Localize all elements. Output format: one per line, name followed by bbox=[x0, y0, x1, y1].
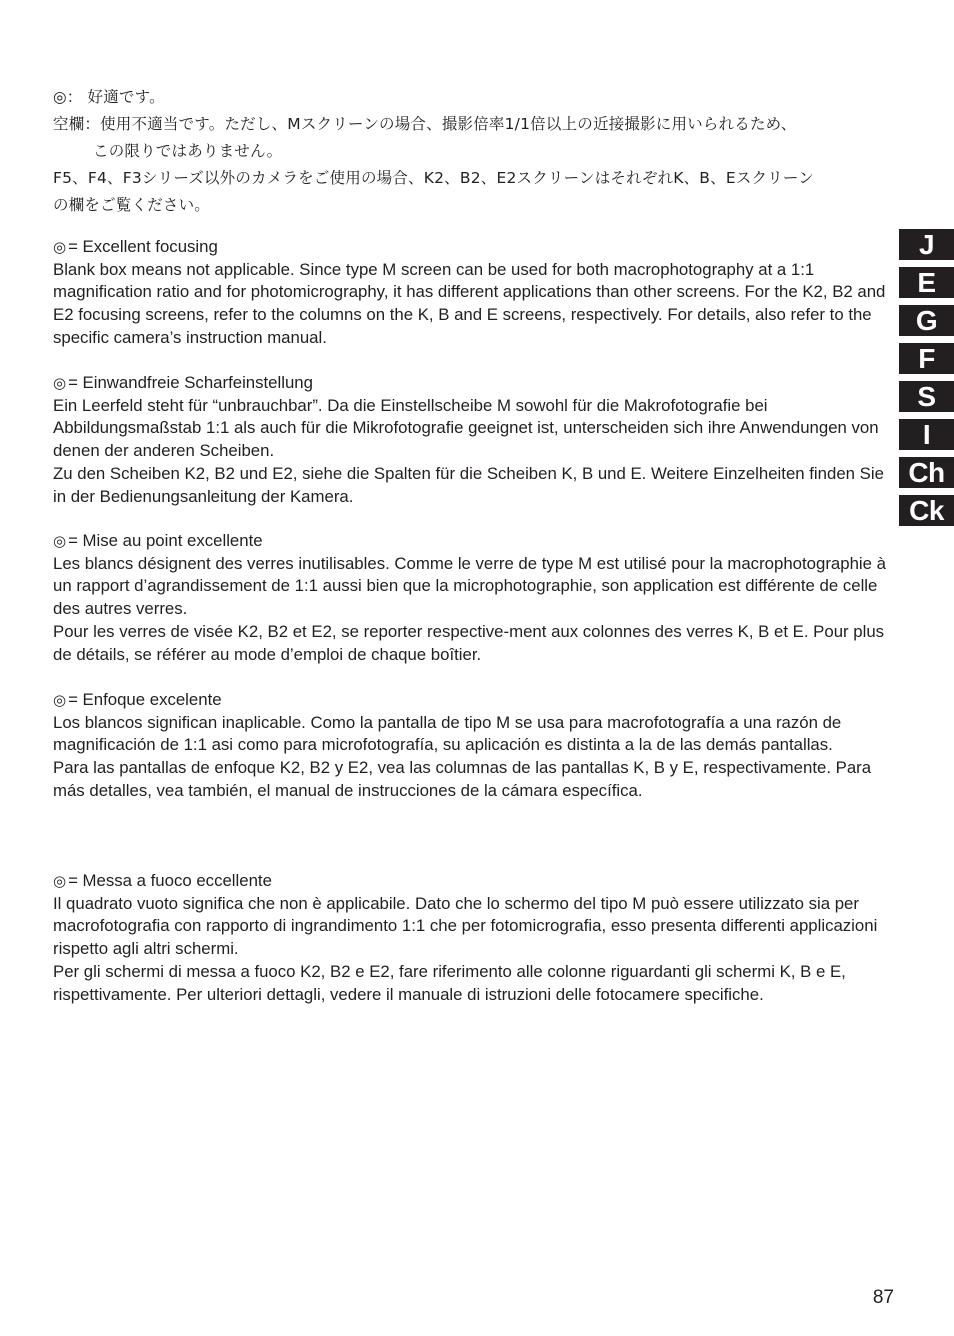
jp-line: F5、F4、F3シリーズ以外のカメラをご使用の場合、K2、B2、E2スクリーンはそれぞれK、B、Eスクリーン bbox=[53, 169, 815, 187]
language-tab-ch[interactable]: Ch bbox=[899, 457, 954, 488]
double-circle-icon: ◎ bbox=[53, 691, 67, 709]
language-tab-s[interactable]: S bbox=[899, 381, 954, 412]
section-heading: ◎ = Enfoque excelente bbox=[53, 690, 222, 709]
section-english bbox=[53, 236, 898, 350]
language-tabs bbox=[899, 229, 954, 533]
section-paragraph: Zu den Scheiben K2, B2 und E2, siehe die Spalten für die Scheiben K, B und E. Weitere Einzelheiten finden Sie in der Bedienungsanleitung der Kamera. bbox=[53, 463, 884, 506]
section-paragraph: Los blancos significan inaplicable. Como la pantalla de tipo M se usa para macrofotografía a una razón de magnificación de 1:1 asi como para microfotografía, su aplicación es distinta a la de las demás pantallas. bbox=[53, 712, 842, 755]
section-paragraph: Il quadrato vuoto significa che non è applicabile. Dato che lo schermo del tipo M può essere utilizzato sia per macrofotografia con rapporto di ingrandimento 1:1 che per fotomicrografia, esso presenta differenti applicazioni rispetto agli altri schermi. bbox=[53, 893, 878, 959]
section-french bbox=[53, 530, 898, 666]
language-tab-e[interactable]: E bbox=[899, 267, 954, 298]
section-heading: ◎ = Messa a fuoco eccellente bbox=[53, 871, 272, 890]
language-tab-j[interactable]: J bbox=[899, 229, 954, 260]
jp-line: ◎： 好適です。 bbox=[53, 88, 165, 106]
section-heading: ◎ = Mise au point excellente bbox=[53, 531, 263, 550]
double-circle-icon: ◎ bbox=[53, 532, 67, 550]
section-italian bbox=[53, 870, 898, 1006]
section-paragraph: Para las pantallas de enfoque K2, B2 y E2, vea las columnas de las pantallas K, B y E, respectivamente. Para más detalles, vea también, el manual de instrucciones de la cámara específica. bbox=[53, 758, 872, 800]
jp-line-indented: この限りではありません。 bbox=[93, 142, 283, 160]
double-circle-icon: ◎ bbox=[53, 374, 67, 392]
section-paragraph: Ein Leerfeld steht für “unbrauchbar”. Da die Einstellscheibe M sowohl für die Makrofotografie bei Abbildungsmaßstab 1:1 als auch für die Mikrofotografie geeignet ist, unterscheiden sich ihre Anwendungen von denen der anderen Scheiben. bbox=[53, 395, 879, 461]
language-tab-f[interactable]: F bbox=[899, 343, 954, 374]
jp-line bbox=[53, 138, 903, 165]
section-spanish bbox=[53, 689, 898, 803]
section-paragraph: Per gli schermi di messa a fuoco K2, B2 e E2, fare riferimento alle colonne riguardanti gli schermi K, B e E, rispettivamente. Per ulteriori dettagli, vedere il manuale di istruzioni delle fotocamere specifiche. bbox=[53, 961, 846, 1004]
jp-line: 空欄：使用不適当です。ただし、Mスクリーンの場合、撮影倍率1/1倍以上の近接撮影に用いられるため、 bbox=[53, 115, 797, 133]
language-tab-ck[interactable]: Ck bbox=[899, 495, 954, 526]
section-paragraph: Pour les verres de visée K2, B2 et E2, se reporter respective-ment aux colonnes des verres K, B et E. Pour plus de détails, se référer au mode d’emploi de chaque boîtier. bbox=[53, 621, 885, 664]
page-number: 87 bbox=[872, 1287, 894, 1308]
section-paragraph: Blank box means not applicable. Since type M screen can be used for both macrophotography at a 1:1 magnification ratio and for photomicrography, it has different applications than other screens. For the K2, B2 and E2 focusing screens, refer to the columns on the K, B and E screens, respectively. For details, also refer to the specific camera’s instruction manual. bbox=[53, 259, 886, 347]
language-tab-i[interactable]: I bbox=[899, 419, 954, 450]
language-tab-g[interactable]: G bbox=[899, 305, 954, 336]
section-heading: ◎ = Excellent focusing bbox=[53, 237, 218, 256]
section-heading: ◎ = Einwandfreie Scharfeinstellung bbox=[53, 373, 313, 392]
japanese-notes bbox=[53, 84, 903, 219]
section-paragraph: Les blancs désignent des verres inutilisables. Comme le verre de type M est utilisé pour la macrophotographie à un rapport d’agrandissement de 1:1 aussi bien que la microphotographie, son application est différente de celle des autres verres. bbox=[53, 553, 886, 619]
double-circle-icon: ◎ bbox=[53, 238, 67, 256]
jp-line: の欄をご覧ください。 bbox=[53, 196, 211, 214]
double-circle-icon: ◎ bbox=[53, 872, 67, 890]
section-german bbox=[53, 372, 898, 508]
